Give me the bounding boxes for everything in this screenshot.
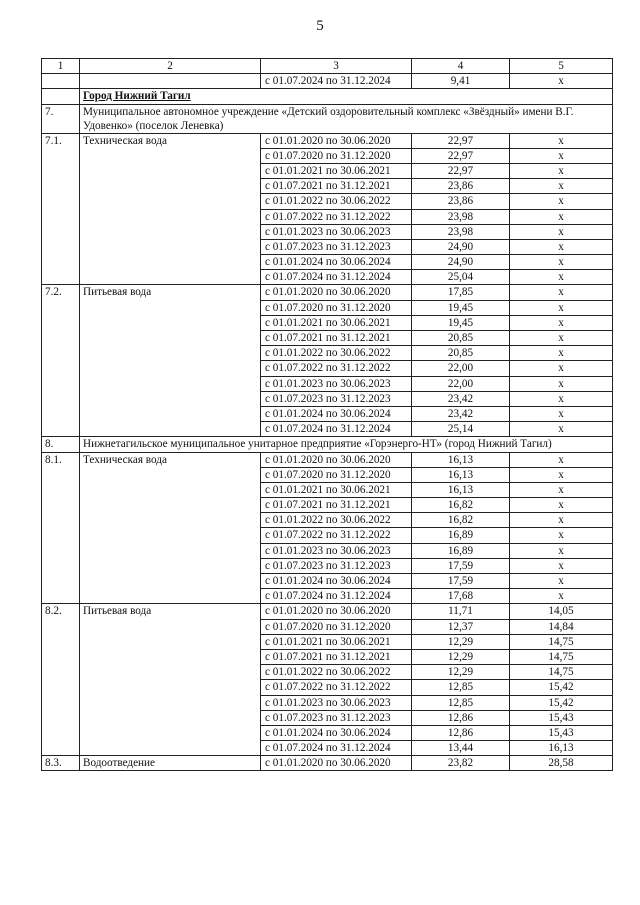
value-cell: х — [510, 255, 613, 270]
city-heading: Город Нижний Тагил — [83, 90, 191, 103]
value-cell: х — [510, 528, 613, 543]
value-cell: 22,97 — [412, 133, 510, 148]
table-row — [42, 285, 613, 300]
group-name: Водоотведение — [80, 756, 261, 771]
period-cell: с 01.01.2021 по 30.06.2021 — [261, 482, 412, 497]
section-number: 7. — [42, 104, 80, 133]
value-cell: 16,89 — [412, 528, 510, 543]
value-cell: х — [510, 239, 613, 254]
period-cell: с 01.01.2020 по 30.06.2020 — [261, 756, 412, 771]
period-cell: с 01.07.2020 по 31.12.2020 — [261, 619, 412, 634]
value-cell: 24,90 — [412, 255, 510, 270]
period-cell: с 01.07.2020 по 31.12.2020 — [261, 467, 412, 482]
value-cell: х — [510, 209, 613, 224]
group-number: 8.1. — [42, 452, 80, 604]
section-row — [42, 437, 613, 452]
value-cell: 11,71 — [412, 604, 510, 619]
table-row — [42, 74, 613, 89]
period-cell: с 01.01.2021 по 30.06.2021 — [261, 634, 412, 649]
period-cell: с 01.01.2024 по 30.06.2024 — [261, 725, 412, 740]
value-cell: х — [510, 467, 613, 482]
value-cell: 25,14 — [412, 422, 510, 437]
period-cell: с 01.07.2024 по 31.12.2024 — [261, 741, 412, 756]
value-cell: х — [510, 133, 613, 148]
value-cell: 24,90 — [412, 239, 510, 254]
value-cell: 25,04 — [412, 270, 510, 285]
value-cell: 12,29 — [412, 649, 510, 664]
value-cell: 15,42 — [510, 695, 613, 710]
value-cell: 14,84 — [510, 619, 613, 634]
value-cell: 23,86 — [412, 179, 510, 194]
value-cell: 23,82 — [412, 756, 510, 771]
header-cell: 2 — [80, 59, 261, 74]
value-cell: х — [510, 315, 613, 330]
value-cell: 12,85 — [412, 695, 510, 710]
value-cell: 19,45 — [412, 315, 510, 330]
period-cell: с 01.01.2024 по 30.06.2024 — [261, 255, 412, 270]
group-name: Техническая вода — [80, 133, 261, 285]
period-cell: с 01.01.2020 по 30.06.2020 — [261, 604, 412, 619]
value-cell: 19,45 — [412, 300, 510, 315]
period-cell: с 01.07.2024 по 31.12.2024 — [261, 589, 412, 604]
value-cell: х — [510, 543, 613, 558]
value-cell: х — [510, 513, 613, 528]
header-cell: 1 — [42, 59, 80, 74]
value-cell: х — [510, 376, 613, 391]
period-cell: с 01.07.2023 по 31.12.2023 — [261, 710, 412, 725]
period-cell: с 01.01.2022 по 30.06.2022 — [261, 665, 412, 680]
period-cell: с 01.01.2021 по 30.06.2021 — [261, 163, 412, 178]
value-cell: 15,43 — [510, 725, 613, 740]
value-cell: х — [510, 589, 613, 604]
header-cell: 4 — [412, 59, 510, 74]
period-cell: с 01.07.2020 по 31.12.2020 — [261, 300, 412, 315]
period-cell: с 01.01.2023 по 30.06.2023 — [261, 543, 412, 558]
value-cell: х — [510, 194, 613, 209]
value-cell: 13,44 — [412, 741, 510, 756]
table-row — [42, 133, 613, 148]
value-cell: 12,37 — [412, 619, 510, 634]
value-cell: 23,86 — [412, 194, 510, 209]
value-cell: 22,97 — [412, 148, 510, 163]
period-cell: с 01.07.2023 по 31.12.2023 — [261, 391, 412, 406]
period-cell: с 01.01.2020 по 30.06.2020 — [261, 452, 412, 467]
period-cell: с 01.07.2022 по 31.12.2022 — [261, 209, 412, 224]
value-cell: х — [510, 452, 613, 467]
period-cell: с 01.07.2023 по 31.12.2023 — [261, 558, 412, 573]
group-number: 7.1. — [42, 133, 80, 285]
period-cell: с 01.07.2024 по 31.12.2024 — [261, 74, 412, 89]
period-cell: с 01.01.2022 по 30.06.2022 — [261, 194, 412, 209]
period-cell: с 01.07.2024 по 31.12.2024 — [261, 270, 412, 285]
table-row — [42, 604, 613, 619]
header-row — [42, 59, 613, 74]
group-name: Питьевая вода — [80, 604, 261, 756]
city-row — [42, 89, 613, 104]
value-cell: х — [510, 148, 613, 163]
period-cell: с 01.01.2024 по 30.06.2024 — [261, 406, 412, 421]
value-cell: х — [510, 224, 613, 239]
value-cell: х — [510, 331, 613, 346]
period-cell: с 01.07.2021 по 31.12.2021 — [261, 179, 412, 194]
period-cell: с 01.07.2021 по 31.12.2021 — [261, 331, 412, 346]
period-cell: с 01.01.2023 по 30.06.2023 — [261, 224, 412, 239]
table-row — [42, 452, 613, 467]
value-cell: 12,85 — [412, 680, 510, 695]
period-cell: с 01.07.2022 по 31.12.2022 — [261, 680, 412, 695]
value-cell: 23,42 — [412, 406, 510, 421]
value-cell: 23,98 — [412, 209, 510, 224]
header-cell: 3 — [261, 59, 412, 74]
period-cell: с 01.07.2023 по 31.12.2023 — [261, 239, 412, 254]
section-title: Муниципальное автономное учреждение «Детский оздоровительный комплекс «Звёздный» имени В.Г. Удовенко» (поселок Леневка) — [80, 104, 613, 133]
value-cell: х — [510, 270, 613, 285]
value-cell: 12,29 — [412, 634, 510, 649]
period-cell: с 01.01.2020 по 30.06.2020 — [261, 285, 412, 300]
value-cell: 16,13 — [510, 741, 613, 756]
value-cell: 16,82 — [412, 498, 510, 513]
value-cell: 14,75 — [510, 634, 613, 649]
value-cell: 20,85 — [412, 331, 510, 346]
value-cell: 17,68 — [412, 589, 510, 604]
period-cell: с 01.07.2022 по 31.12.2022 — [261, 361, 412, 376]
value-cell: 16,13 — [412, 452, 510, 467]
value-cell: х — [510, 498, 613, 513]
value-cell: х — [510, 574, 613, 589]
value-cell: 17,59 — [412, 574, 510, 589]
value-cell: 16,13 — [412, 467, 510, 482]
value-cell: 17,85 — [412, 285, 510, 300]
value-cell: 15,43 — [510, 710, 613, 725]
value-cell: х — [510, 558, 613, 573]
value-cell: 23,98 — [412, 224, 510, 239]
value-cell: х — [510, 285, 613, 300]
value-cell: 9,41 — [412, 74, 510, 89]
value-cell: 15,42 — [510, 680, 613, 695]
period-cell: с 01.01.2023 по 30.06.2023 — [261, 376, 412, 391]
period-cell: с 01.07.2020 по 31.12.2020 — [261, 148, 412, 163]
value-cell: х — [510, 361, 613, 376]
value-cell: х — [510, 482, 613, 497]
value-cell: х — [510, 422, 613, 437]
period-cell: с 01.01.2023 по 30.06.2023 — [261, 695, 412, 710]
section-number: 8. — [42, 437, 80, 452]
period-cell: с 01.01.2021 по 30.06.2021 — [261, 315, 412, 330]
value-cell: 14,05 — [510, 604, 613, 619]
period-cell: с 01.01.2024 по 30.06.2024 — [261, 574, 412, 589]
group-number: 8.2. — [42, 604, 80, 756]
period-cell: с 01.07.2021 по 31.12.2021 — [261, 649, 412, 664]
value-cell: 12,86 — [412, 725, 510, 740]
value-cell: 14,75 — [510, 665, 613, 680]
value-cell: х — [510, 391, 613, 406]
value-cell: х — [510, 163, 613, 178]
group-number: 8.3. — [42, 756, 80, 771]
value-cell: 14,75 — [510, 649, 613, 664]
value-cell: 23,42 — [412, 391, 510, 406]
section-title: Нижнетагильское муниципальное унитарное предприятие «Горэнерго-НТ» (город Нижний Тагил) — [80, 437, 613, 452]
value-cell: 20,85 — [412, 346, 510, 361]
value-cell: х — [510, 74, 613, 89]
period-cell: с 01.01.2022 по 30.06.2022 — [261, 513, 412, 528]
value-cell: 12,86 — [412, 710, 510, 725]
period-cell: с 01.01.2022 по 30.06.2022 — [261, 346, 412, 361]
period-cell: с 01.01.2020 по 30.06.2020 — [261, 133, 412, 148]
value-cell: 17,59 — [412, 558, 510, 573]
period-cell: с 01.07.2021 по 31.12.2021 — [261, 498, 412, 513]
group-number: 7.2. — [42, 285, 80, 437]
table-row — [42, 756, 613, 771]
header-cell: 5 — [510, 59, 613, 74]
value-cell: х — [510, 300, 613, 315]
period-cell: с 01.07.2022 по 31.12.2022 — [261, 528, 412, 543]
value-cell: х — [510, 406, 613, 421]
value-cell: х — [510, 179, 613, 194]
value-cell: 22,00 — [412, 361, 510, 376]
section-row — [42, 104, 613, 133]
value-cell: х — [510, 346, 613, 361]
group-name: Питьевая вода — [80, 285, 261, 437]
value-cell: 12,29 — [412, 665, 510, 680]
group-name: Техническая вода — [80, 452, 261, 604]
tariff-table — [41, 58, 613, 771]
value-cell: 28,58 — [510, 756, 613, 771]
value-cell: 22,97 — [412, 163, 510, 178]
period-cell: с 01.07.2024 по 31.12.2024 — [261, 422, 412, 437]
page-number: 5 — [316, 18, 324, 34]
value-cell: 16,82 — [412, 513, 510, 528]
value-cell: 16,89 — [412, 543, 510, 558]
value-cell: 22,00 — [412, 376, 510, 391]
value-cell: 16,13 — [412, 482, 510, 497]
